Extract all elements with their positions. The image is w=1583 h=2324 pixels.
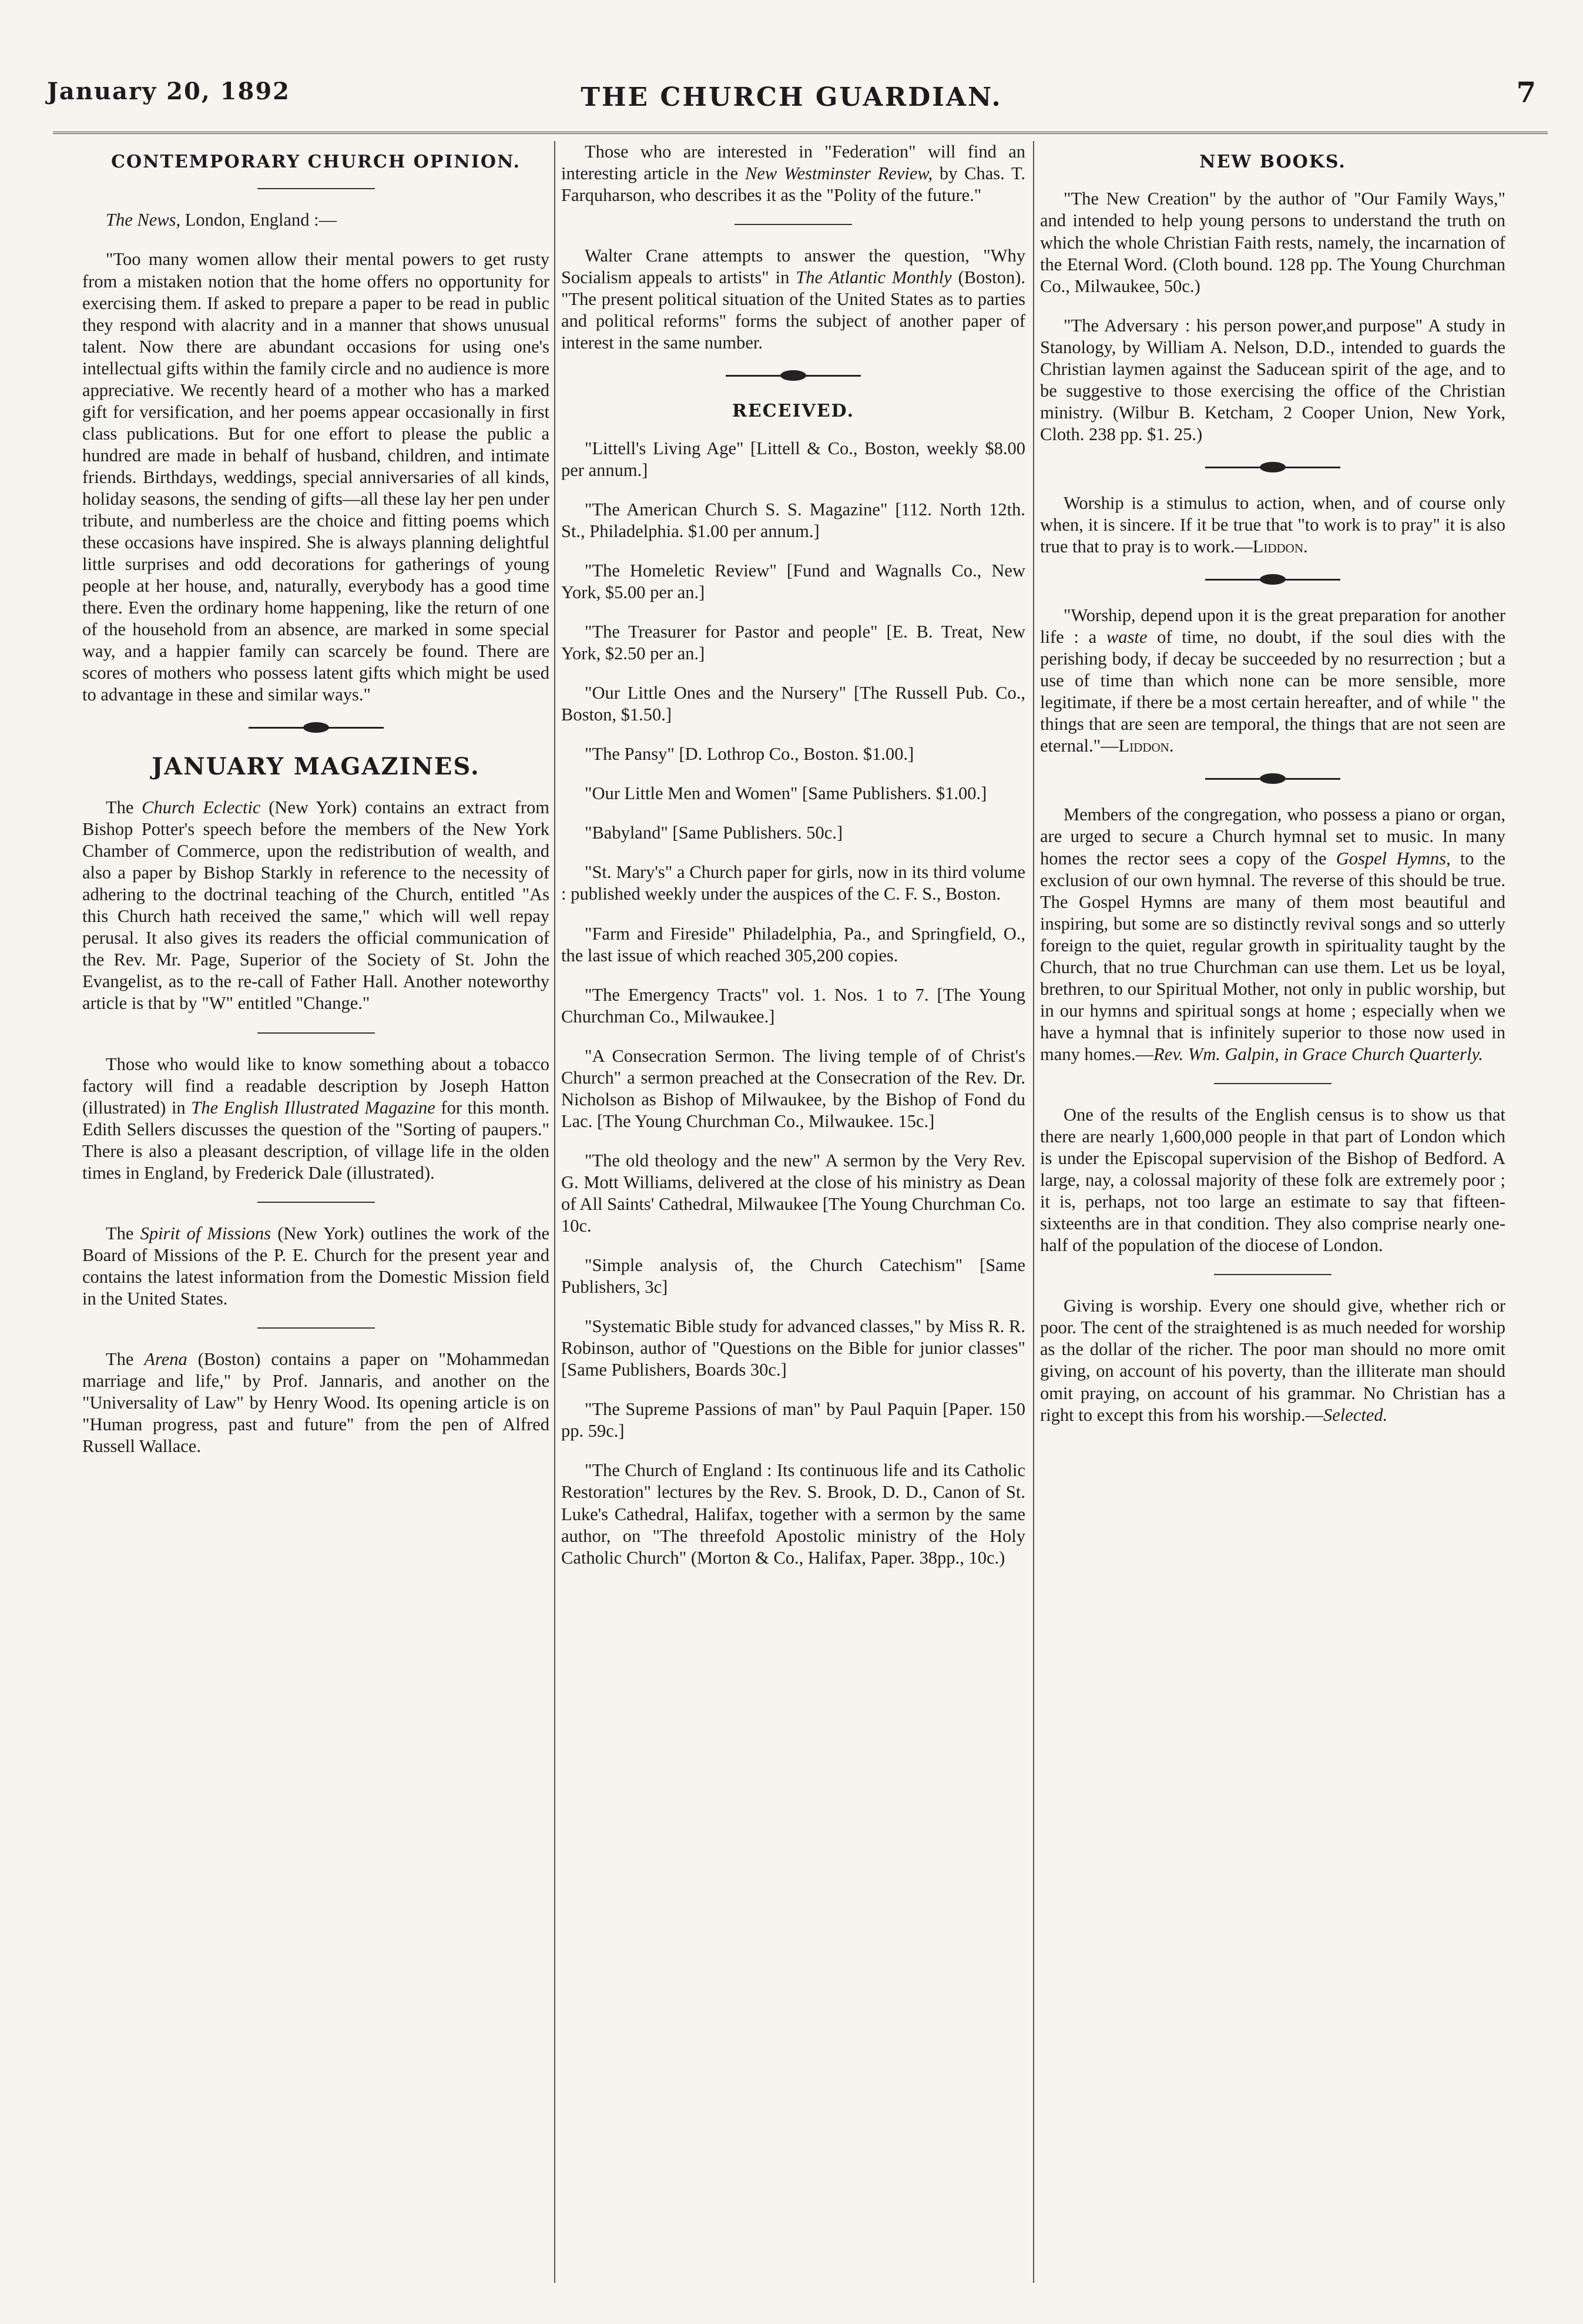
ornament-divider bbox=[1205, 463, 1340, 471]
section-title-contemporary-opinion: CONTEMPORARY CHURCH OPINION. bbox=[111, 152, 521, 172]
opinion-text: "Too many women allow their mental powers to get rusty from a mistaken notion that the home offers no opportunity for exercising them. If asked to prepare a paper to be read in public they respond with alacrity and in a manner that shows unusual talent. Now there are abundant occasions for using one's intellectual gifts within the family circle and no audience is more appreciative. We recently heard of a mother who has a marked gift for versification, and her poems appear occasionally in first class publications. But for one effort to please the public a hundred are made in behalf of husband, children, and intimate friends. Birthdays, weddings, special anniversaries of all kinds, holiday seasons, the sending of gifts—all these lay her pen under tribute, and numberless are the choice and fitting poems which these occasions have inspired. She is always planning delightful little surprises and odd decorations for gatherings of young people at her house, and, naturally, everybody has a good time there. Even the ordinary home happening, like the return of one of the household from an absence, are marked in some special way, and a happier family can scarcely be found. There are scores of mothers who possess latent gifts which might be used to advantage in these and similar ways." bbox=[82, 249, 549, 705]
magazine-paragraph: Walter Crane attempts to answer the question, "Why Socialism appeals to artists" in The Atlantic Monthly (Boston). "The present political situation of the United States as to parties and political reforms" forms the subject of another paper of interest in the same number. bbox=[561, 246, 1026, 353]
received-item: "The American Church S. S. Magazine" [112. North 12th. St., Philadelphia. $1.00 per annum.] bbox=[561, 499, 1025, 541]
divider bbox=[1214, 1083, 1332, 1084]
received-item: "Farm and Fireside" Philadelphia, Pa., and Springfield, O., the last issue of which reached 305,200 copies. bbox=[561, 923, 1025, 965]
magazine-paragraph: Those who would like to know something about a tobacco factory will find a readable description by Joseph Hatton (illustrated) in The English Illustrated Magazine for this month. Edith Sellers discusses the question of the "Sorting of paupers." There is also a pleasant description, of village life in the olden times in England, by Frederick Dale (illustrated). bbox=[82, 1054, 549, 1183]
received-item: "The Supreme Passions of man" by Paul Paquin [Paper. 150 pp. 59c.] bbox=[561, 1399, 1025, 1441]
received-item: "The old theology and the new" A sermon by the Very Rev. G. Mott Williams, delivered at the close of his ministry as Dean of All Saints' Cathedral, Milwaukee [The Young Churchman Co. 10c. bbox=[561, 1150, 1025, 1236]
census-paragraph: One of the results of the English census is to show us that there are nearly 1,600,000 people in that part of London which is under the Episcopal supervision of the Bishop of Bedford. A large, nay, a colossal majority of these folk are extremely poor ; it is, perhaps, not too large an estimate to say that fifteen-sixteenths are in that condition. They also comprise nearly one-half of the population of the diocese of London. bbox=[1040, 1104, 1505, 1256]
section-title-received: RECEIVED. bbox=[732, 401, 855, 422]
magazine-paragraph: The Spirit of Missions (New York) outlines the work of the Board of Missions of the P. E. Church for the present year and contains the latest information from the Domestic Mission field in the United States. bbox=[82, 1223, 550, 1309]
divider bbox=[1214, 1274, 1332, 1275]
section-title-january-magazines: JANUARY MAGAZINES. bbox=[152, 753, 480, 781]
book-notice: "The New Creation" by the author of "Our Family Ways," and intended to help young persons to understand the truth on which the whole Christian Faith rests, namely, the incarnation of the Eternal Word. (Cloth bound. 128 pp. The Young Churchman Co., Milwaukee, 50c.) bbox=[1040, 189, 1505, 296]
received-item: "Our Little Ones and the Nursery" [The Russell Pub. Co., Boston, $1.50.] bbox=[561, 683, 1025, 725]
received-item: "The Treasurer for Pastor and people" [E. B. Treat, New York, $2.50 per an.] bbox=[561, 622, 1025, 664]
giving-paragraph: Giving is worship. Every one should give, whether rich or poor. The cent of the straightened is as much needed for worship as the dollar of the richer. The poor man should no more omit giving, on account of his poverty, than the illiterate man should omit praying, on account of his grammar. No Christian has a right to except this from his worship.—Selected. bbox=[1040, 1296, 1505, 1425]
received-item: "The Homeletic Review" [Fund and Wagnalls Co., New York, $5.00 per an.] bbox=[561, 561, 1025, 603]
divider bbox=[735, 224, 852, 225]
received-item: "A Consecration Sermon. The living temple of of Christ's Church" a sermon preached at the Consecration of the Rev. Dr. Nicholson as Bishop of Milwaukee, by the Bishop of Fond du Lac. [The Young Churchman Co., Milwaukee. 15c.] bbox=[561, 1045, 1025, 1131]
book-notice: "The Adversary : his person power,and purpose" A study in Stanology, by William A. Nelson, D.D., intended to guards the Christian laymen against the Saducean spirit of the age, and to be suggestive to those exercising the office of the Christian ministry. (Wilbur B. Ketcham, 2 Cooper Union, New York, Cloth. 238 pp. $1. 25.) bbox=[1040, 315, 1505, 444]
divider bbox=[257, 188, 375, 189]
received-item: "The Emergency Tracts" vol. 1. Nos. 1 to 7. [The Young Churchman Co., Milwaukee.] bbox=[561, 984, 1025, 1027]
column-2 bbox=[561, 141, 1025, 2289]
newspaper-title: THE CHURCH GUARDIAN. bbox=[581, 82, 1002, 112]
magazine-paragraph: The Arena (Boston) contains a paper on "Mohammedan marriage and life," by Prof. Jannaris, and another on the "Universality of Law" by Henry Wood. Its opening article is on "Human progress, past and future" from the pen of Alfred Russell Wallace. bbox=[82, 1349, 550, 1457]
ornament-divider bbox=[249, 723, 384, 732]
page-header bbox=[35, 71, 1548, 129]
received-item: "Our Little Men and Women" [Same Publishers. $1.00.] bbox=[585, 783, 987, 804]
quotation: Worship is a stimulus to action, when, and of course only when, it is sincere. If it be true that "to work is to pray" it is also true that to pray is to work.—Liddon. bbox=[1040, 492, 1505, 557]
quotation: "Worship, depend upon it is the great preparation for another life : a waste of time, no doubt, if the soul dies with the perishing body, if decay be succeeded by no resurrection ; but a use of time than which none can be more sensible, more legitimate, if there be a most certain hereafter, and of while " the things that are seen are temporal, the things that are not seen are eternal."—Liddon. bbox=[1040, 605, 1505, 756]
divider bbox=[257, 1202, 375, 1203]
column-3 bbox=[1040, 141, 1505, 2289]
ornament-divider bbox=[1205, 774, 1340, 783]
page-number: 7 bbox=[1516, 76, 1536, 109]
header-rule bbox=[53, 132, 1548, 134]
hymnal-paragraph: Members of the congregation, who possess a piano or organ, are urged to secure a Church hymnal set to music. In many homes the rector sees a copy of the Gospel Hymns, to the exclusion of our own hymnal. The reverse of this should be true. The Gospel Hymns are many of them most beautiful and inspiring, but some are so distinctly revival songs and so utterly foreign to the quiet, regular growth in spirituality taught by the Church, that no true Churchman can use them. Let us be loyal, brethren, to our Spiritual Mother, not only in public worship, but in our hymns and spiritual songs at home ; especially when we have a hymnal that is infinitely superior to those now used in many homes.—Rev. Wm. Galpin, in Grace Church Quarterly. bbox=[1040, 804, 1505, 1064]
magazine-paragraph: The Church Eclectic (New York) contains an extract from Bishop Potter's speech before the members of the New York Chamber of Commerce, upon the redistribution of wealth, and also a paper by Bishop Starkly in reference to the necessity of adhering to the doctrinal teaching of the Church, entitled "As this Church hath received the same," which will well repay perusal. It also gives its readers the official communication of the Rev. Mr. Page, Superior of the Society of St. John the Evangelist, as to the re-call of Father Hall. Another noteworthy article is that by "W" entitled "Change." bbox=[82, 797, 549, 1014]
column-1 bbox=[82, 141, 549, 2289]
received-item: "The Church of England : Its continuous life and its Catholic Restoration" lectures by the Rev. S. Brook, D. D., Canon of St. Luke's Cathedral, Halifax, together with a sermon by the same author, on "The threefold Apostolic ministry of the Holy Catholic Church" (Morton & Co., Halifax, Paper. 38pp., 10c.) bbox=[561, 1460, 1025, 1568]
ornament-divider bbox=[1205, 575, 1340, 583]
received-item: "St. Mary's" a Church paper for girls, now in its third volume : published weekly under the auspices of the C. F. S., Boston. bbox=[561, 862, 1025, 904]
section-title-new-books: NEW BOOKS. bbox=[1199, 152, 1346, 172]
column-divider-2 bbox=[1033, 141, 1034, 2283]
magazine-paragraph: Those who are interested in "Federation" will find an interesting article in the New Westminster Review, by Chas. T. Farquharson, who describes it as the "Polity of the future." bbox=[561, 142, 1026, 206]
ornament-divider bbox=[726, 371, 861, 380]
received-item: "Babyland" [Same Publishers. 50c.] bbox=[585, 823, 843, 843]
divider bbox=[257, 1032, 375, 1034]
received-item: "The Pansy" [D. Lothrop Co., Boston. $1.00.] bbox=[585, 744, 914, 764]
divider bbox=[257, 1327, 375, 1329]
received-item: "Systematic Bible study for advanced classes," by Miss R. R. Robinson, author of "Questions on the Bible for junior classes" [Same Publishers, Boards 30c.] bbox=[561, 1316, 1025, 1380]
received-item: "Littell's Living Age" [Littell & Co., Boston, weekly $8.00 per annum.] bbox=[561, 438, 1025, 480]
opinion-source: The News, London, England :— bbox=[106, 210, 337, 230]
received-list bbox=[561, 438, 1025, 1569]
received-item: "Simple analysis of, the Church Catechism" [Same Publishers, 3c] bbox=[561, 1255, 1025, 1297]
column-divider-1 bbox=[554, 141, 555, 2283]
issue-date: January 20, 1892 bbox=[47, 78, 291, 105]
